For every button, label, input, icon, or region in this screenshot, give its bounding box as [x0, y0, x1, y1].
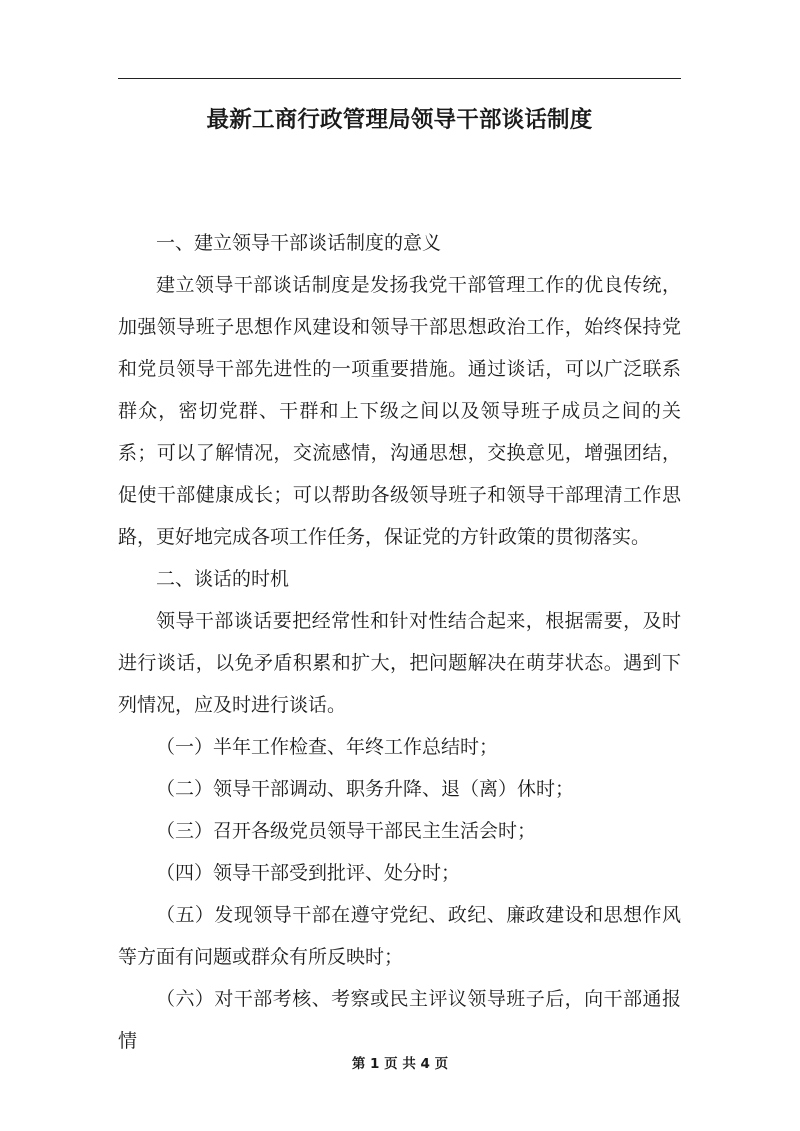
list-item: （六）对干部考核、考察或民主评议领导班子后，向干部通报情 — [118, 988, 681, 1052]
list-item: （五）发现领导干部在遵守党纪、政纪、廉政建设和思想作风等方面有问题或群众有所反映时； — [118, 904, 681, 968]
list-item: （三）召开各级党员领导干部民主生活会时； — [156, 820, 537, 842]
paragraph: 建立领导干部谈话制度是发扬我党干部管理工作的优良传统，加强领导班子思想作风建设和领导干部思想政治工作，始终保持党和党员领导干部先进性的一项重要措施。通过谈话，可以广泛联系群众，密切党群、干群和上下级之间以及领导班子成员之间的关系；可以了解情况，交流感情，沟通思想，交换意见，增强团结，促使干部健康成长；可以帮助各级领导班子和领导干部理清工作思路，更好地完成各项工作任务，保证党的方针政策的贯彻落实。 — [118, 274, 681, 548]
section-heading: 二、谈话的时机 — [156, 568, 290, 590]
header-rule — [118, 78, 681, 79]
paragraph: 领导干部谈话要把经常性和针对性结合起来，根据需要，及时进行谈话，以免矛盾积累和扩大，把问题解决在萌芽状态。遇到下列情况，应及时进行谈话。 — [118, 610, 681, 716]
list-item: （一）半年工作检查、年终工作总结时； — [156, 736, 499, 758]
document-body — [118, 222, 681, 1062]
list-item: （二）领导干部调动、职务升降、退（离）休时； — [156, 778, 575, 800]
document-title: 最新工商行政管理局领导干部谈话制度 — [206, 107, 593, 133]
page-footer: 第 1 页 共 4 页 — [351, 1056, 449, 1072]
list-item: （四）领导干部受到批评、处分时； — [156, 862, 461, 884]
section-heading: 一、建立领导干部谈话制度的意义 — [156, 232, 442, 254]
